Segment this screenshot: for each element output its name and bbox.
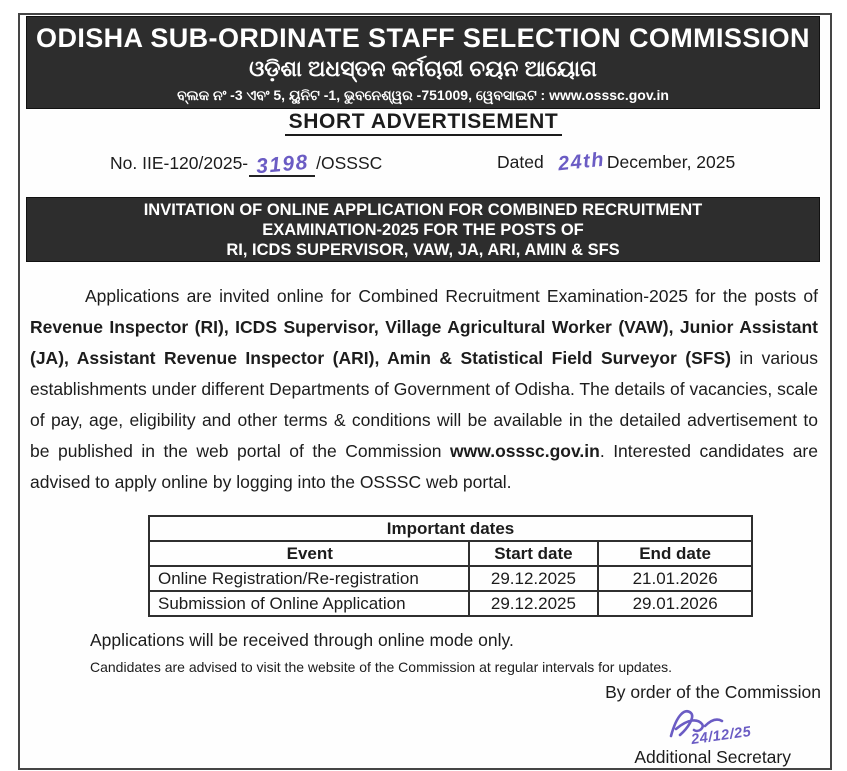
- commission-address-line: ବ୍ଲକ ନଂ -3 ଏବଂ 5, ୟୁନିଟ -1, ଭୁବନେଶ୍ୱର -751009, ୱେବସାଇଟ : www.osssc.gov.in: [177, 87, 669, 103]
- signature-block: [665, 706, 775, 752]
- note-visit-website: Candidates are advised to visit the website of the Commission at regular intervals for updates.: [90, 659, 673, 675]
- signatory-title: Additional Secretary: [634, 747, 791, 767]
- table-title-row: [149, 516, 752, 541]
- col-header-end-date: End date: [598, 541, 752, 566]
- table-title: Important dates: [149, 516, 752, 541]
- signature-date: 24/12/25: [690, 723, 753, 749]
- invitation-banner-line-1: INVITATION OF ONLINE APPLICATION FOR COMBINED RECRUITMENT: [143, 201, 703, 219]
- body-text-2: in various establishments under different Departments of Government of Odisha. The details of vacancies, scale of pay, age, eligibility and other terms & conditions will be available in the detailed advertisement to be published in the web portal of the Commission: [30, 348, 818, 461]
- col-header-start-date: Start date: [469, 541, 599, 566]
- invitation-banner-line-3: RI, ICDS SUPERVISOR, VAW, JA, ARI, AMIN & SFS: [226, 241, 620, 259]
- dated-handwritten: 24th: [556, 148, 606, 176]
- commission-title-odia: ଓଡ଼ିଶା ଅଧସ୍ତନ କର୍ମଚାରୀ ଚୟନ ଆୟୋଗ: [249, 56, 597, 81]
- start-date-cell: 29.12.2025: [469, 591, 599, 616]
- reference-number-handwritten: 3198: [249, 151, 315, 177]
- by-order-text: By order of the Commission: [605, 682, 821, 702]
- important-dates-table: [148, 515, 753, 617]
- body-text-3: . Interested candidates are advised to apply online by logging into the OSSSC web portal.: [30, 441, 818, 492]
- short-advertisement-heading-row: [0, 110, 847, 134]
- event-cell: Submission of Online Application: [149, 591, 469, 616]
- start-date-cell: 29.12.2025: [469, 566, 599, 591]
- invitation-banner: [26, 197, 820, 262]
- commission-title-english: ODISHA SUB-ORDINATE STAFF SELECTION COMMISSION: [36, 23, 810, 53]
- note-online-mode: Applications will be received through online mode only.: [90, 630, 514, 650]
- invitation-banner-line-2: EXAMINATION-2025 FOR THE POSTS OF: [262, 221, 584, 239]
- dated-line: [497, 148, 736, 176]
- body-paragraph: [30, 281, 818, 498]
- event-cell: Online Registration/Re-registration: [149, 566, 469, 591]
- reference-number-line: [110, 151, 382, 177]
- col-header-event: Event: [149, 541, 469, 566]
- body-text-1: Applications are invited online for Combined Recruitment Examination-2025 for the posts of: [85, 286, 818, 306]
- commission-header-box: [26, 16, 820, 109]
- dated-label: Dated: [497, 152, 544, 172]
- short-advertisement-heading: SHORT ADVERTISEMENT: [285, 110, 563, 136]
- table-row: [149, 566, 752, 591]
- reference-number-suffix: /OSSSC: [316, 153, 383, 173]
- body-website-bold: www.osssc.gov.in: [450, 441, 600, 461]
- table-row: [149, 591, 752, 616]
- reference-number-prefix: No. IIE-120/2025-: [110, 153, 249, 173]
- end-date-cell: 29.01.2026: [598, 591, 752, 616]
- table-header-row: [149, 541, 752, 566]
- body-posts-bold: Revenue Inspector (RI), ICDS Supervisor, Village Agricultural Worker (VAW), Junior Assistant (JA), Assistant Revenue Inspector (ARI), Amin & Statistical Field Surveyor (SFS): [30, 317, 818, 368]
- end-date-cell: 21.01.2026: [598, 566, 752, 591]
- dated-suffix: December, 2025: [606, 152, 736, 172]
